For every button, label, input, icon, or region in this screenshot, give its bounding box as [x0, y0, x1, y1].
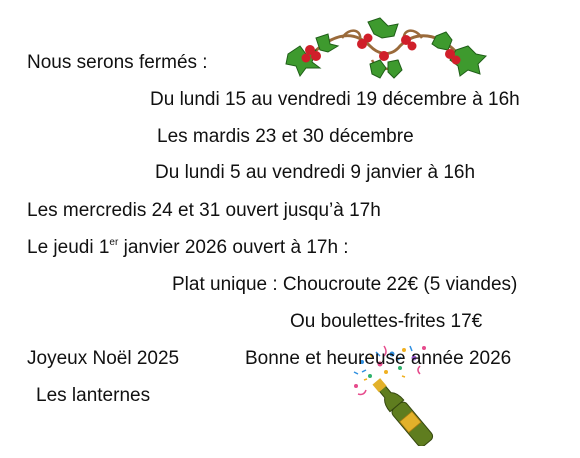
menu-option-2: Ou boulettes-frites 17€	[290, 311, 483, 332]
closure-period-2: Les mardis 23 et 30 décembre	[157, 126, 414, 147]
signature: Les lanternes	[36, 385, 151, 406]
ordinal-suffix: er	[109, 237, 119, 248]
closure-period-3: Du lundi 5 au vendredi 9 janvier à 16h	[155, 162, 476, 183]
menu-option-1: Plat unique : Choucroute 22€ (5 viandes)	[172, 274, 518, 295]
thursday-text-start: Le jeudi 1	[27, 237, 110, 258]
holly-garland-icon	[280, 16, 490, 82]
christmas-greeting: Joyeux Noël 2025	[27, 348, 180, 369]
closure-period-1: Du lundi 15 au vendredi 19 décembre à 16h	[150, 89, 520, 110]
thursday-opening	[27, 237, 349, 259]
closed-heading: Nous serons fermés :	[27, 52, 208, 73]
open-wednesdays: Les mercredis 24 et 31 ouvert jusqu’à 17h	[27, 200, 381, 221]
thursday-text-end: janvier 2026 ouvert à 17h :	[118, 237, 349, 258]
new-year-greeting: Bonne et heureuse année 2026	[245, 348, 512, 369]
